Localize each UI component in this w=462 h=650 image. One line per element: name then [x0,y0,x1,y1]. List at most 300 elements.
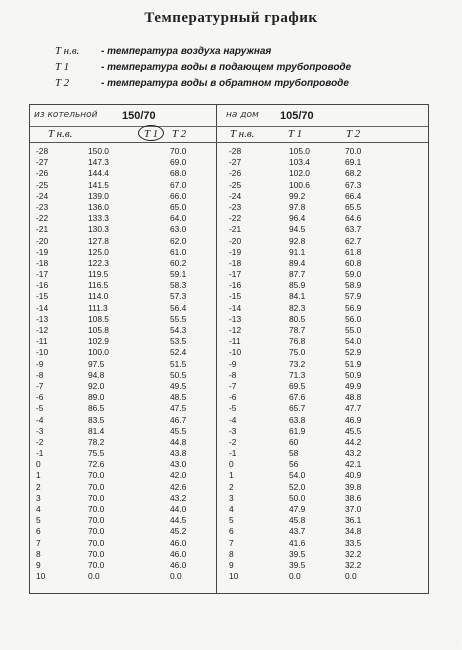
cell-supply-temp: 41.6 [289,537,306,548]
cell-outdoor-temp: -5 [36,403,44,414]
table-row [30,157,216,168]
cell-outdoor-temp: -4 [36,414,44,425]
table-row [30,258,216,269]
cell-return-temp: 38.6 [345,492,362,503]
cell-outdoor-temp: 10 [36,571,46,582]
cell-outdoor-temp: -26 [229,168,242,179]
table-row [30,314,216,325]
cell-return-temp: 65.5 [345,201,362,212]
cell-outdoor-temp: 10 [229,571,239,582]
cell-return-temp: 45.2 [170,526,187,537]
table-row [217,482,429,493]
right-mode-label: 105/70 [280,110,314,122]
table-row [217,303,429,314]
cell-supply-temp: 136.0 [88,201,109,212]
table-row [30,168,216,179]
cell-return-temp: 51.9 [345,358,362,369]
cell-supply-temp: 116.5 [88,280,109,291]
cell-return-temp: 36.1 [345,515,362,526]
legend-row [55,59,351,75]
cell-return-temp: 0.0 [345,571,357,582]
cell-return-temp: 56.9 [345,302,362,313]
cell-supply-temp: 71.3 [289,369,306,380]
cell-outdoor-temp: -2 [36,436,44,447]
cell-outdoor-temp: -16 [36,280,49,291]
cell-supply-temp: 80.5 [289,313,306,324]
cell-supply-temp: 139.0 [88,190,109,201]
cell-outdoor-temp: 9 [229,559,234,570]
table-row [217,526,429,537]
table-row [30,526,216,537]
cell-return-temp: 43.2 [345,448,362,459]
cell-return-temp: 54.3 [170,325,187,335]
cell-return-temp: 54.0 [345,336,362,347]
cell-supply-temp: 45.8 [289,515,306,526]
cell-return-temp: 63.0 [170,224,187,235]
cell-outdoor-temp: -25 [36,179,49,190]
cell-outdoor-temp: -15 [229,291,242,302]
cell-supply-temp: 105.8 [88,325,109,335]
table-row [30,504,216,515]
cell-outdoor-temp: 0 [36,459,41,470]
cell-outdoor-temp: 4 [229,504,234,514]
table-row [217,370,429,381]
cell-return-temp: 64.6 [345,213,362,224]
cell-return-temp: 39.8 [345,481,362,492]
table-row [217,392,429,403]
cell-supply-temp: 67.6 [289,392,306,403]
table-row [30,347,216,358]
cell-outdoor-temp: 1 [36,470,41,481]
table-row [217,493,429,504]
legend-text: - температура воды в подающем трубопроводе [101,61,352,73]
cell-return-temp: 60.2 [170,257,187,268]
left-header-tnv: T н.в. [48,128,73,140]
cell-supply-temp: 130.3 [88,224,109,235]
cell-return-temp: 47.7 [345,403,362,414]
cell-return-temp: 63.7 [345,224,362,235]
cell-supply-temp: 50.0 [289,492,306,503]
cell-outdoor-temp: -23 [229,201,242,212]
cell-supply-temp: 0.0 [289,571,301,582]
cell-return-temp: 64.0 [170,213,187,224]
cell-return-temp: 48.8 [345,392,362,403]
cell-outdoor-temp: -1 [36,448,44,459]
cell-outdoor-temp: -3 [229,425,237,436]
cell-supply-temp: 127.8 [88,235,109,246]
cell-return-temp: 67.3 [345,179,362,190]
cell-return-temp: 32.2 [345,548,362,559]
table-row [30,515,216,526]
cell-return-temp: 42.6 [170,481,187,492]
cell-outdoor-temp: -17 [229,269,242,280]
cell-supply-temp: 39.5 [289,559,306,570]
table-row [30,538,216,549]
cell-outdoor-temp: -18 [36,257,49,268]
cell-return-temp: 61.8 [345,246,362,257]
legend-row [55,75,351,91]
left-table-body [30,146,216,582]
cell-supply-temp: 105.0 [289,146,310,156]
cell-return-temp: 68.2 [345,168,362,179]
left-header-t2: T 2 [172,128,187,140]
cell-supply-temp: 144.4 [88,168,109,179]
cell-outdoor-temp: -1 [229,448,237,459]
cell-return-temp: 50.9 [345,369,362,380]
cell-outdoor-temp: 7 [36,537,41,548]
cell-outdoor-temp: -6 [229,392,237,403]
table-row [30,482,216,493]
cell-return-temp: 0.0 [170,571,182,582]
cell-supply-temp: 82.3 [289,302,306,313]
cell-outdoor-temp: -20 [36,235,49,246]
cell-supply-temp: 100.0 [88,347,109,358]
table-row [217,381,429,392]
cell-outdoor-temp: -8 [36,369,44,380]
cell-outdoor-temp: -9 [36,358,44,369]
table-row [217,459,429,470]
table-row [217,437,429,448]
cell-outdoor-temp: -27 [36,157,49,168]
cell-supply-temp: 122.3 [88,257,109,268]
cell-outdoor-temp: -15 [36,291,49,302]
cell-return-temp: 44.2 [345,436,362,447]
table-row [30,224,216,235]
cell-outdoor-temp: -10 [36,347,49,358]
cell-return-temp: 67.0 [170,179,187,190]
cell-supply-temp: 70.0 [88,559,105,570]
table-row [217,403,429,414]
table-row [217,560,429,571]
cell-outdoor-temp: -21 [36,224,49,235]
table-row [217,236,429,247]
cell-return-temp: 59.0 [345,269,362,280]
cell-return-temp: 46.7 [170,414,187,425]
cell-return-temp: 68.0 [170,168,187,179]
cell-supply-temp: 119.5 [88,269,109,280]
cell-return-temp: 46.0 [170,548,187,559]
cell-return-temp: 42.1 [345,459,362,470]
cell-outdoor-temp: -5 [229,403,237,414]
right-handwritten-note: на дом [226,110,259,120]
page-title: Температурный график [144,10,318,26]
table-row [217,515,429,526]
cell-supply-temp: 61.9 [289,425,306,436]
cell-outdoor-temp: 8 [36,548,41,559]
table-row [30,291,216,302]
table-row [30,269,216,280]
cell-supply-temp: 69.5 [289,380,306,391]
cell-supply-temp: 76.8 [289,336,306,347]
cell-supply-temp: 73.2 [289,358,306,369]
left-handwritten-note: из котельной [34,110,98,120]
cell-return-temp: 32.2 [345,559,362,570]
cell-return-temp: 51.5 [170,358,187,369]
table-row [217,448,429,459]
cell-outdoor-temp: -24 [229,190,242,201]
cell-return-temp: 46.0 [170,537,187,548]
cell-return-temp: 44.5 [170,515,187,526]
table-row [30,437,216,448]
cell-outdoor-temp: 8 [229,548,234,559]
table-row [30,415,216,426]
cell-supply-temp: 63.8 [289,414,306,425]
cell-supply-temp: 96.4 [289,213,306,224]
cell-outdoor-temp: 5 [229,515,234,526]
cell-outdoor-temp: -12 [229,325,242,335]
cell-return-temp: 69.1 [345,157,362,168]
legend-row [55,43,351,59]
cell-return-temp: 56.0 [345,313,362,324]
cell-outdoor-temp: -28 [229,146,242,156]
cell-return-temp: 57.9 [345,291,362,302]
table-row [30,370,216,381]
cell-return-temp: 49.5 [170,380,187,391]
cell-return-temp: 40.9 [345,470,362,481]
table-row [30,146,216,157]
cell-supply-temp: 94.8 [88,369,105,380]
cell-return-temp: 58.9 [345,280,362,291]
table-row [30,359,216,370]
table-row [217,224,429,235]
cell-supply-temp: 81.4 [88,425,105,436]
table-row [217,247,429,258]
cell-supply-temp: 150.0 [88,146,109,156]
cell-outdoor-temp: -18 [229,257,242,268]
cell-supply-temp: 89.4 [289,257,306,268]
cell-return-temp: 61.0 [170,246,187,257]
cell-outdoor-temp: 4 [36,504,41,514]
table-row [30,549,216,560]
cell-supply-temp: 56 [289,459,299,470]
cell-supply-temp: 141.5 [88,179,109,190]
cell-return-temp: 43.8 [170,448,187,459]
table-row [217,146,429,157]
cell-supply-temp: 92.0 [88,380,105,391]
table-row [30,448,216,459]
cell-supply-temp: 70.0 [88,492,105,503]
cell-outdoor-temp: 0 [229,459,234,470]
cell-supply-temp: 100.6 [289,179,310,190]
table-row [30,325,216,336]
cell-return-temp: 69.0 [170,157,187,168]
cell-supply-temp: 70.0 [88,548,105,559]
cell-supply-temp: 147.3 [88,157,109,168]
cell-supply-temp: 103.4 [289,157,310,168]
table-row [30,426,216,437]
cell-supply-temp: 70.0 [88,504,105,514]
cell-return-temp: 47.5 [170,403,187,414]
cell-supply-temp: 99.2 [289,190,306,201]
table-row [217,157,429,168]
table-row [217,180,429,191]
cell-return-temp: 46.9 [345,414,362,425]
table-row [217,314,429,325]
cell-supply-temp: 75.0 [289,347,306,358]
table-row [30,403,216,414]
legend-text: - температура воздуха наружная [101,45,272,57]
cell-supply-temp: 70.0 [88,515,105,526]
cell-outdoor-temp: -13 [229,313,242,324]
cell-outdoor-temp: -7 [229,380,237,391]
table-row [30,381,216,392]
table-row [217,538,429,549]
table-row [217,504,429,515]
table-row [217,336,429,347]
left-mode-label: 150/70 [122,110,156,122]
table-row [30,571,216,582]
cell-outdoor-temp: 6 [229,526,234,537]
cell-outdoor-temp: -3 [36,425,44,436]
right-header-t1: T 1 [288,128,303,140]
table-row [30,493,216,504]
cell-return-temp: 66.4 [345,190,362,201]
cell-supply-temp: 125.0 [88,246,109,257]
table-row [30,180,216,191]
cell-supply-temp: 102.9 [88,336,109,347]
right-table-body [217,146,429,582]
cell-return-temp: 34.8 [345,526,362,537]
table-row [217,202,429,213]
header-divider [30,126,428,127]
cell-return-temp: 48.5 [170,392,187,403]
cell-supply-temp: 75.5 [88,448,105,459]
table-row [30,303,216,314]
cell-outdoor-temp: -10 [229,347,242,358]
cell-return-temp: 46.0 [170,559,187,570]
table-row [217,359,429,370]
cell-return-temp: 37.0 [345,504,362,514]
cell-outdoor-temp: 5 [36,515,41,526]
right-header-tnv: T н.в. [230,128,255,140]
cell-supply-temp: 70.0 [88,537,105,548]
cell-outdoor-temp: 1 [229,470,234,481]
cell-outdoor-temp: -19 [36,246,49,257]
cell-supply-temp: 70.0 [88,526,105,537]
cell-return-temp: 43.2 [170,492,187,503]
cell-outdoor-temp: 9 [36,559,41,570]
cell-return-temp: 70.0 [170,146,187,156]
cell-outdoor-temp: -12 [36,325,49,335]
cell-supply-temp: 84.1 [289,291,306,302]
cell-outdoor-temp: 2 [229,481,234,492]
right-header-t2: T 2 [346,128,361,140]
legend-symbol: T 2 [55,77,70,89]
cell-supply-temp: 72.6 [88,459,105,470]
cell-supply-temp: 60 [289,436,299,447]
legend-symbol: T 1 [55,61,70,73]
cell-return-temp: 43.0 [170,459,187,470]
table-row [217,168,429,179]
cell-supply-temp: 97.8 [289,201,306,212]
cell-supply-temp: 89.0 [88,392,105,403]
cell-supply-temp: 114.0 [88,291,109,302]
cell-supply-temp: 83.5 [88,414,105,425]
cell-return-temp: 44.0 [170,504,187,514]
cell-supply-temp: 92.8 [289,235,306,246]
cell-supply-temp: 111.3 [88,302,108,313]
table-row [217,325,429,336]
cell-outdoor-temp: 7 [229,537,234,548]
cell-return-temp: 50.5 [170,369,187,380]
cell-outdoor-temp: -14 [229,302,242,313]
cell-return-temp: 44.8 [170,436,187,447]
table-row [30,236,216,247]
cell-outdoor-temp: -20 [229,235,242,246]
cell-return-temp: 42.0 [170,470,187,481]
cell-return-temp: 66.0 [170,190,187,201]
cell-outdoor-temp: -7 [36,380,44,391]
cell-outdoor-temp: -6 [36,392,44,403]
cell-outdoor-temp: -9 [229,358,237,369]
cell-supply-temp: 78.7 [289,325,306,335]
scan-mark: · [455,639,458,646]
cell-outdoor-temp: -22 [229,213,242,224]
table-row [217,426,429,437]
cell-supply-temp: 47.9 [289,504,306,514]
table-row [217,280,429,291]
cell-return-temp: 33.5 [345,537,362,548]
table-row [217,415,429,426]
cell-supply-temp: 97.5 [88,358,105,369]
table-row [217,571,429,582]
table-row [30,191,216,202]
cell-supply-temp: 102.0 [289,168,310,179]
cell-supply-temp: 70.0 [88,470,105,481]
cell-outdoor-temp: -19 [229,246,242,257]
temperature-table [29,104,429,594]
cell-outdoor-temp: 3 [36,492,41,503]
table-row [30,459,216,470]
cell-supply-temp: 133.3 [88,213,109,224]
cell-supply-temp: 58 [289,448,299,459]
cell-return-temp: 57.3 [170,291,187,302]
cell-supply-temp: 52.0 [289,481,306,492]
cell-outdoor-temp: -16 [229,280,242,291]
table-row [217,347,429,358]
legend-symbol: T н.в. [55,45,80,57]
cell-return-temp: 59.1 [170,269,187,280]
cell-return-temp: 55.0 [345,325,362,335]
table-row [217,470,429,481]
cell-return-temp: 53.5 [170,336,187,347]
legend-text: - температура воды в обратном трубопроводе [101,77,349,89]
cell-supply-temp: 39.5 [289,548,306,559]
cell-return-temp: 49.9 [345,380,362,391]
cell-outdoor-temp: -27 [229,157,242,168]
cell-outdoor-temp: -25 [229,179,242,190]
cell-return-temp: 45.5 [170,425,187,436]
cell-outdoor-temp: -26 [36,168,49,179]
table-row [217,258,429,269]
cell-return-temp: 60.8 [345,257,362,268]
cell-return-temp: 70.0 [345,146,362,156]
cell-supply-temp: 94.5 [289,224,306,235]
left-header-t1: T 1 [144,128,159,140]
cell-return-temp: 56.4 [170,302,187,313]
cell-outdoor-temp: 2 [36,481,41,492]
cell-outdoor-temp: -13 [36,313,49,324]
table-row [30,470,216,481]
cell-return-temp: 55.5 [170,313,187,324]
cell-return-temp: 62.7 [345,235,362,246]
cell-supply-temp: 108.5 [88,313,109,324]
cell-supply-temp: 43.7 [289,526,306,537]
cell-outdoor-temp: 6 [36,526,41,537]
cell-supply-temp: 87.7 [289,269,306,280]
table-row [30,247,216,258]
legend [55,43,351,91]
